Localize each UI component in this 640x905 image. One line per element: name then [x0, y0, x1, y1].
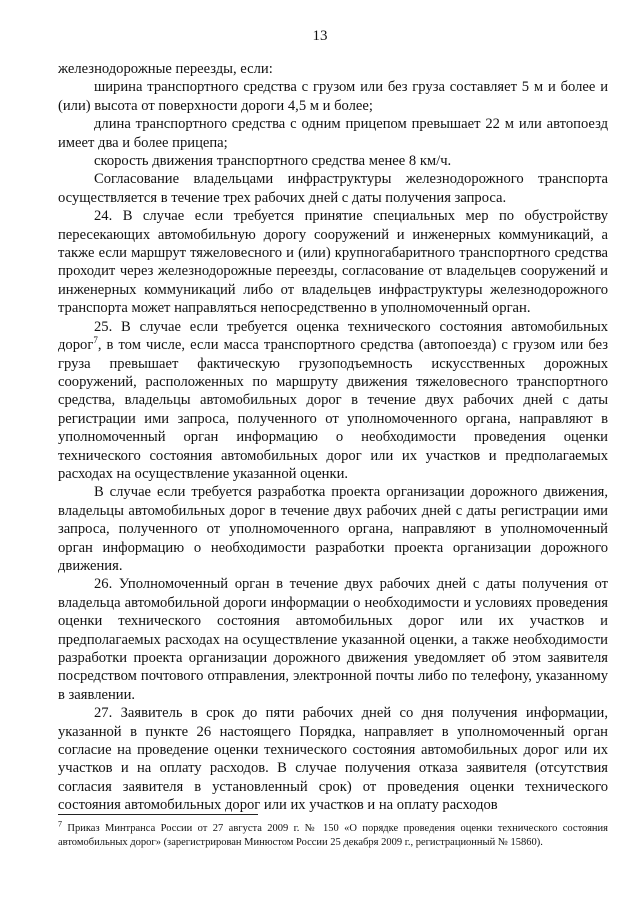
- footnote-divider: [58, 814, 258, 815]
- paragraph: железнодорожные переезды, если:: [58, 61, 273, 77]
- paragraph: длина транспортного средства с одним прицепом превышает 22 м или автопоезд имеет два и более прицепа;: [58, 116, 608, 151]
- paragraph: Согласование владельцами инфраструктуры железнодорожного транспорта осуществляется в течение трех рабочих дней с даты получения запроса.: [58, 171, 608, 206]
- footnote-reference[interactable]: 7: [93, 335, 98, 346]
- paragraph-text: , в том числе, если масса транспортного средства (автопоезда) с грузом или без груза превышает фактическую грузоподъемность искусственных дорожных сооружений, расположенных по маршруту движения тяжеловесного транспортного средства, владельцы автомобильных дорог в течение двух рабочих дней с даты регистрации ими запроса, полученного от уполномоченного органа, направляют в уполномоченный орган информацию о необходимости проведения оценки технического состояния автомобильных дорог или их участков и предполагаемых расходах на осуществление указанной оценки.: [58, 337, 608, 482]
- paragraph: скорость движения транспортного средства менее 8 км/ч.: [94, 153, 452, 170]
- document-body: [58, 60, 608, 815]
- page-number: 13: [312, 28, 328, 44]
- paragraph: ширина транспортного средства с грузом или без груза составляет 5 м и более и (или) высота от поверхности дороги 4,5 м и более;: [58, 79, 608, 114]
- paragraph-text: 25. В случае если требуется оценка технического состояния автомобильных дорог: [58, 318, 608, 354]
- paragraph-item-25: [58, 318, 608, 484]
- paragraph-item-24: 24. В случае если требуется принятие специальных мер по обустройству пересекающих автомобильную дорогу сооружений и инженерных коммуникаций, а также если маршрут тяжеловесного и (или) крупногабаритного транспортного средства проходит через железнодорожные переезды, согласование от владельцев сооружений и инженерных коммуникаций либо от владельцев инфраструктуры железнодорожного транспорта может направляться непосредственно в уполномоченный орган.: [58, 208, 608, 317]
- paragraph-item-27: 27. Заявитель в срок до пяти рабочих дней со дня получения информации, указанной в пункте 26 настоящего Порядка, направляет в уполномоченный орган согласие на проведение оценки технического состояния автомобильных дорог или их участков и на оплату расходов. В случае получения отказа заявителя (отсутствия согласия заявителя в установленный срок) от проведения оценки технического состояния автомобильных дорог или их участков и на оплату расходов: [58, 705, 608, 814]
- paragraph: В случае если требуется разработка проекта организации дорожного движения, владельцы автомобильных дорог в течение двух рабочих дней с даты регистрации ими запроса, полученного от уполномоченного органа, направляют в уполномоченный орган информацию о необходимости разработки проекта организации дорожного движения.: [58, 484, 608, 574]
- paragraph-item-26: 26. Уполномоченный орган в течение двух рабочих дней с даты получения от владельца автомобильной дороги информации о необходимости и условиях проведения оценки технического состояния автомобильных дорог или их участков и предполагаемых расходах на осуществление указанной оценки, а также необходимости разработки проекта организации дорожного движения уведомляет об этом заявителя посредством почтового отправления, электронной почты либо по телефону, указанному в заявлении.: [58, 576, 608, 703]
- footnote: [58, 819, 608, 850]
- footnote-mark: 7: [58, 819, 62, 829]
- footnote-text: Приказ Минтранса России от 27 августа 2009 г. № 150 «О порядке проведения оценки технического состояния автомобильных дорог» (зарегистрирован Минюстом России 25 декабря 2009 г., регистрационный № 15860).: [58, 823, 608, 848]
